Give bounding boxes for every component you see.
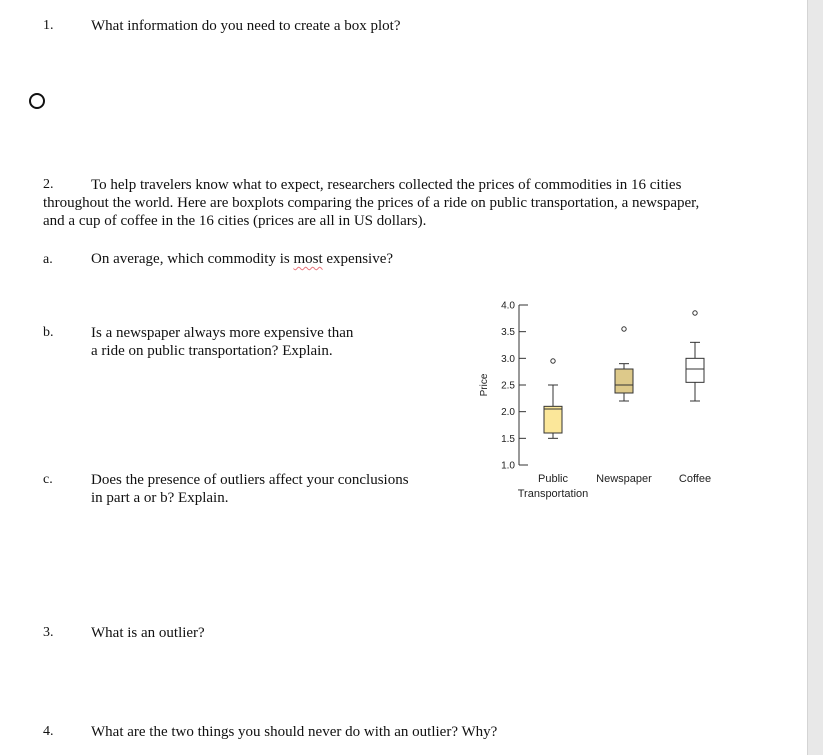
part-c-label: c.: [43, 472, 53, 487]
part-c-line-1: Does the presence of outliers affect your conclusions: [91, 472, 409, 488]
question-2-intro-line-2: throughout the world. Here are boxplots comparing the prices of a ride on public transportation, a newspaper,: [43, 195, 700, 211]
question-2-intro-line-1: To help travelers know what to expect, researchers collected the prices of commodities in 16 cities: [91, 177, 682, 193]
circle-icon: [29, 93, 45, 109]
box-iqr: [686, 358, 704, 382]
category-label: Newspaper: [596, 473, 652, 485]
outlier-point: [551, 359, 555, 363]
y-axis-label: Price: [479, 373, 490, 397]
question-1-number: 1.: [43, 18, 54, 33]
question-3-text: What is an outlier?: [91, 625, 205, 641]
box-iqr: [615, 369, 633, 393]
part-a-text-start: On average, which commodity is: [91, 251, 294, 267]
box-iqr: [544, 406, 562, 433]
part-b-label: b.: [43, 325, 54, 340]
vertical-scrollbar[interactable]: [807, 0, 823, 755]
part-a-label: a.: [43, 252, 53, 267]
category-label: Coffee: [678, 473, 712, 485]
boxplot-chart: [472, 290, 732, 505]
part-b-line-1: Is a newspaper always more expensive than: [91, 325, 354, 341]
y-tick-label: 1.5: [501, 433, 515, 445]
question-4-number: 4.: [43, 724, 54, 739]
y-tick-label: 4.0: [501, 300, 515, 312]
y-tick-label: 2.0: [501, 407, 515, 419]
part-c-line-2: in part a or b? Explain.: [91, 490, 229, 506]
category-label: Public: [538, 473, 568, 485]
question-1-text: What information do you need to create a box plot?: [91, 18, 401, 34]
y-tick-label: 3.5: [501, 327, 515, 339]
category-label: Transportation: [517, 488, 589, 500]
y-tick-label: 2.5: [501, 380, 515, 392]
part-a-text-end: expensive?: [322, 251, 394, 267]
question-3-number: 3.: [43, 625, 54, 640]
question-4-text: What are the two things you should never do with an outlier? Why?: [91, 724, 498, 740]
y-tick-label: 3.0: [501, 353, 515, 365]
y-tick-label: 1.0: [501, 460, 515, 472]
question-2-intro-line-3: and a cup of coffee in the 16 cities (prices are all in US dollars).: [43, 213, 427, 229]
part-a-text: [91, 250, 393, 268]
question-2-number: 2.: [43, 177, 54, 192]
outlier-point: [693, 311, 697, 315]
spellcheck-underlined-word: most: [293, 251, 323, 267]
outlier-point: [622, 327, 626, 331]
part-b-line-2: a ride on public transportation? Explain.: [91, 343, 333, 359]
